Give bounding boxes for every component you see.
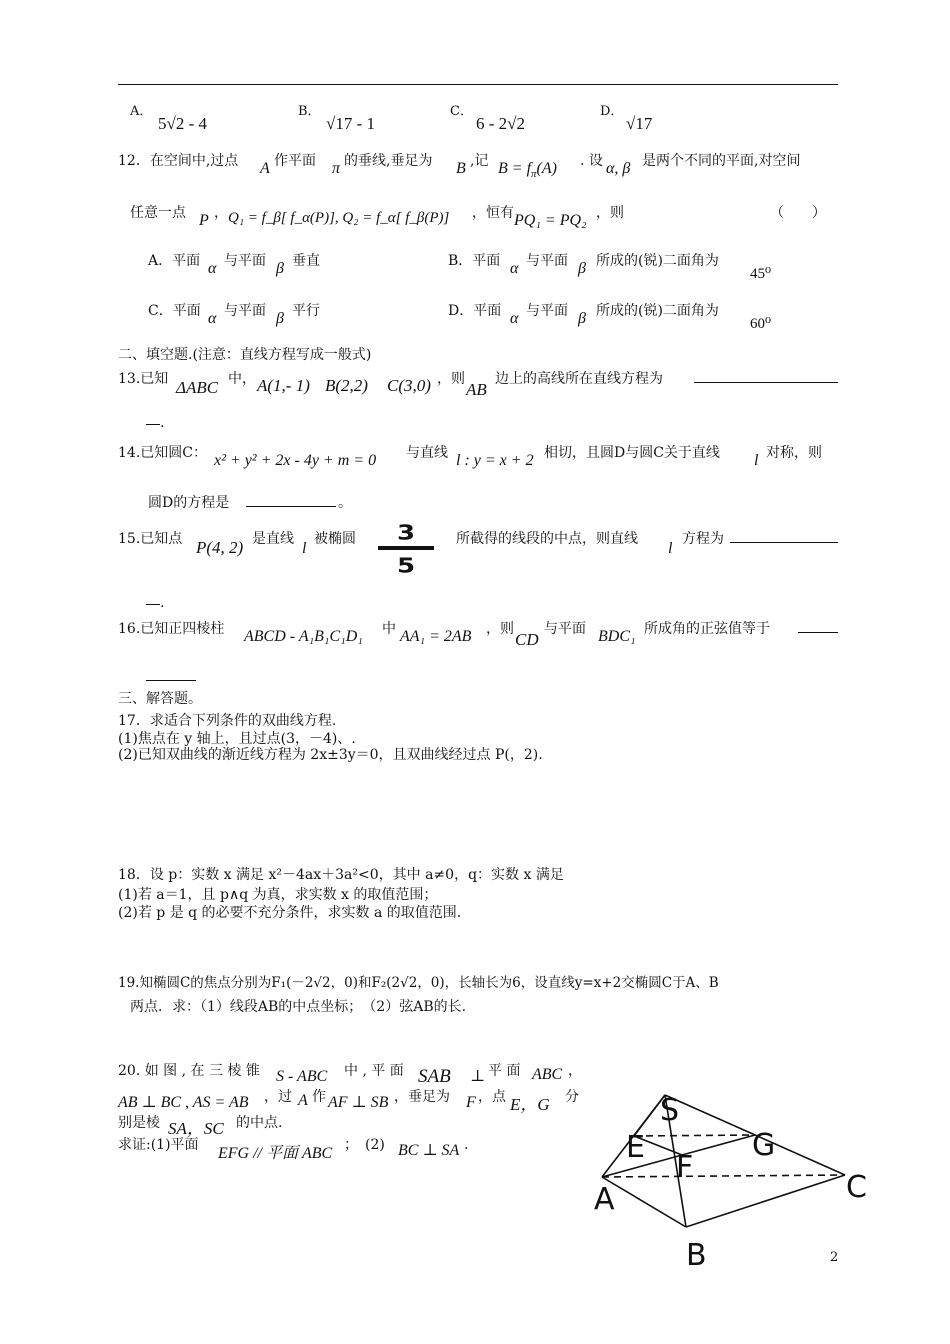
q12-point-A: A: [260, 160, 270, 177]
q12-optD-c: 所成的(锐)二面角为: [596, 303, 719, 319]
q13-point-A: A(1,- 1): [257, 376, 310, 395]
q15-answer-blank: [730, 528, 838, 543]
q12-point-P: P: [199, 212, 209, 229]
q20-l1-a: 20. 如 图 , 在 三 棱 锥: [118, 1063, 260, 1079]
q20-l1-c: 平 面: [488, 1063, 521, 1079]
q12-line1-a: 12．在空间中,过点: [118, 153, 239, 169]
q12-optA-c: 垂直: [292, 253, 320, 269]
tetrahedron-figure: [590, 1085, 870, 1275]
q15-ellipse-fraction: [378, 524, 434, 574]
label-B: B: [686, 1238, 707, 1273]
q16-CD: CD: [515, 630, 539, 649]
label-C: C: [846, 1170, 867, 1205]
q12-optC-c: 平行: [292, 303, 320, 319]
q12-point-B: B: [456, 160, 466, 177]
fraction-bar: [378, 546, 434, 550]
q16-answer-blank-cont: [146, 666, 196, 681]
q16-prism: ABCD - A₁B₁C₁D₁: [244, 628, 363, 645]
q12-line2-c: ，恒有: [472, 205, 514, 221]
q12-optB-a: B．平面: [448, 253, 501, 269]
q12-line1-e: . 设: [580, 153, 603, 169]
q20-perp: ⊥: [470, 1068, 486, 1085]
top-rule: [118, 84, 838, 85]
q15-c: 被椭圆: [314, 531, 356, 547]
label-F: F: [676, 1150, 694, 1185]
q16-answer-blank: [798, 618, 838, 633]
q12-optD-b: 与平面: [526, 303, 568, 319]
q12-optC-beta: β: [276, 310, 284, 327]
q20-l2-e: 分: [565, 1089, 579, 1105]
q15-l: l: [302, 540, 307, 557]
q11-optA-label: A．: [130, 104, 153, 119]
q16-eq: AA₁ = 2AB: [400, 628, 472, 645]
q17-title: 17．求适合下列条件的双曲线方程.: [118, 713, 337, 729]
q15-d: 所截得的线段的中点，则直线: [456, 531, 638, 547]
q20-l2-b: 作: [312, 1089, 326, 1105]
q12-optD-degree: 60⁰: [750, 316, 772, 332]
q20-l1-d: ，: [568, 1063, 582, 1079]
q11-optC-label: C．: [450, 104, 473, 119]
q16-d: 与平面: [544, 621, 586, 637]
q12-line1-f: 是两个不同的平面,对空间: [642, 153, 801, 169]
q12-optD-alpha: α: [510, 310, 519, 327]
q16-b: 中: [382, 621, 396, 637]
q20-BCSA: BC ⊥ SA: [398, 1142, 460, 1159]
section2-heading: 二、填空题.(注意：直线方程写成一般式): [118, 347, 372, 363]
q18-title: 18．设 p：实数 x 满足 x²－4ax＋3a²<0，其中 a≠0，q：实数 x 满足: [118, 867, 564, 883]
q12-optA-alpha: α: [208, 260, 217, 277]
label-E: E: [626, 1130, 645, 1165]
q20-l2-a: ，过: [264, 1089, 292, 1105]
page-number: 2: [830, 1250, 839, 1265]
q20-eq2: AF ⊥ SB: [328, 1094, 389, 1111]
q13-point-C: C(3,0): [387, 376, 431, 395]
q12-line1-b: 作平面: [274, 153, 316, 169]
q20-l1-b: 中 , 平 面: [344, 1063, 404, 1079]
q13-triangle: ΔABC: [176, 378, 219, 397]
fraction-numerator: 3: [396, 524, 416, 545]
q13-b: 中，: [228, 371, 256, 387]
q14-line2-end: 。: [338, 495, 352, 511]
q20-EFG: EFG // 平面 ABC: [218, 1145, 333, 1162]
q13-c: ，则: [437, 371, 465, 387]
q12-Q-formula: Q₁ = f_β[ f_α(P)], Q₂ = f_α[ f_β(P)]: [228, 210, 450, 226]
q20-ABC: ABC: [532, 1066, 563, 1083]
q14-b: 与直线: [406, 445, 448, 461]
q12-optB-c: 所成的(锐)二面角为: [596, 253, 719, 269]
q11-optB-value: √17 - 1: [326, 114, 375, 133]
q19-line2: 两点．求：（1）线段AB的中点坐标； （2）弦AB的长.: [130, 999, 467, 1015]
q20-SASC: SA，SC: [168, 1119, 224, 1138]
q15-l2: l: [668, 540, 673, 557]
q11-optD-label: D．: [600, 104, 624, 119]
q20-l2-c: ，垂足为: [394, 1089, 450, 1105]
q12-optD-beta: β: [578, 310, 586, 327]
q20-eq1: AB ⊥ BC , AS = AB: [118, 1094, 249, 1111]
q12-optB-alpha: α: [510, 260, 519, 277]
q11-optD-value: √17: [626, 114, 653, 133]
q14-l: l: [754, 452, 759, 469]
q15-a: 15.已知点: [118, 531, 183, 547]
q11-optA-value: 5√2 - 4: [158, 114, 207, 133]
q16-a: 16.已知正四棱柱: [118, 621, 225, 637]
label-A: A: [594, 1182, 615, 1217]
q13-tail: .: [160, 415, 165, 431]
q12-answer-paren: （ ）: [770, 205, 826, 221]
dashed-EG: [634, 1135, 755, 1136]
q12-line1-d: ,记: [470, 153, 489, 169]
q13-a: 13.已知: [118, 371, 169, 387]
q12-line1-c: 的垂线,垂足为: [344, 153, 433, 169]
q14-c: 相切，且圆D与圆C关于直线: [544, 445, 720, 461]
q13-AB: AB: [466, 380, 487, 399]
q16-plane: BDC₁: [598, 628, 636, 645]
q18-part1: (1)若 a＝1，且 p∧q 为真，求实数 x 的取值范围；: [118, 887, 438, 903]
q20-EG: E，G: [510, 1095, 550, 1114]
q15-tail: .: [160, 595, 165, 611]
q14-d: 对称，则: [766, 445, 822, 461]
q12-optD-a: D．平面: [448, 303, 502, 319]
q12-line2-a: 任意一点: [130, 205, 186, 221]
q14-line2: 圆D的方程是: [148, 495, 230, 511]
q12-optC-b: 与平面: [224, 303, 266, 319]
q20-l4-c: .: [464, 1137, 469, 1153]
q20-l3-b: 的中点.: [236, 1115, 283, 1131]
dashed-AC: [602, 1175, 845, 1177]
q12-optB-degree: 45⁰: [750, 266, 772, 282]
q12-optC-a: C．平面: [148, 303, 201, 319]
q17-part2: (2)已知双曲线的渐近线方程为 2x±3y＝0，且双曲线经过点 P(，2).: [118, 747, 543, 763]
q12-formula: $B = f_\pi(A)$: [498, 160, 557, 181]
q15-point-P: P(4, 2): [196, 538, 244, 557]
q12-alpha-beta: α, β: [606, 160, 631, 177]
q11-optB-label: B．: [298, 104, 321, 119]
q13-answer-blank-cont: [146, 410, 160, 425]
fraction-denominator: 5: [396, 554, 416, 574]
q15-answer-blank-cont: [146, 590, 160, 605]
q16-e: 所成角的正弦值等于: [644, 621, 770, 637]
q20-l3-a: 别是棱: [118, 1115, 160, 1131]
edge-BC: [686, 1175, 845, 1227]
q11-optC-value: 6 - 2√2: [476, 114, 525, 133]
q20-l4-a: 求证:(1)平面: [118, 1137, 199, 1153]
q14-a: 14.已知圆C：: [118, 445, 207, 461]
label-S: S: [660, 1093, 680, 1128]
q12-optB-beta: β: [578, 260, 586, 277]
q20-SABC: S - ABC: [276, 1068, 328, 1085]
q12-line2-d: ，则: [596, 205, 624, 221]
q12-optC-alpha: α: [208, 310, 217, 327]
q19-line1: 19.知椭圆C的焦点分别为F₁(－2√2，0)和F₂(2√2，0)，长轴长为6，设直线y=x+2交椭圆C于A、B: [118, 975, 719, 991]
q20-F: F: [466, 1094, 476, 1111]
q12-optA-a: A．平面: [148, 253, 201, 269]
q12-optB-b: 与平面: [526, 253, 568, 269]
q12-optA-b: 与平面: [224, 253, 266, 269]
q17-part1: (1)焦点在 y 轴上，且过点(3，－4)、.: [118, 731, 356, 747]
q15-e: 方程为: [682, 531, 724, 547]
q13-point-B: B(2,2): [325, 376, 368, 395]
q20-l4-b: ； (2): [344, 1137, 385, 1153]
edge-AB: [602, 1177, 686, 1227]
q14-circle-eq: x² + y² + 2x - 4y + m = 0: [214, 452, 377, 469]
q20-SAB: SAB: [418, 1066, 451, 1087]
q12-optA-beta: β: [276, 260, 284, 277]
q14-line-eq: l : y = x + 2: [456, 452, 534, 469]
q20-A: A: [298, 1092, 308, 1109]
q13-answer-blank: [694, 368, 838, 383]
q12-line2-b: ，: [214, 205, 228, 221]
q14-answer-blank: [246, 492, 336, 507]
q13-d: 边上的高线所在直线方程为: [495, 371, 663, 387]
q12-pi: π: [332, 160, 341, 177]
label-G: G: [752, 1128, 776, 1163]
q15-b: 是直线: [252, 531, 294, 547]
q20-l2-d: ，点: [478, 1089, 506, 1105]
q12-PQ-eq: PQ₁ = PQ₂: [514, 212, 587, 229]
q16-c: ，则: [486, 621, 514, 637]
q18-part2: (2)若 p 是 q 的必要不充分条件，求实数 a 的取值范围.: [118, 905, 462, 921]
section3-heading: 三、解答题。: [118, 691, 202, 707]
